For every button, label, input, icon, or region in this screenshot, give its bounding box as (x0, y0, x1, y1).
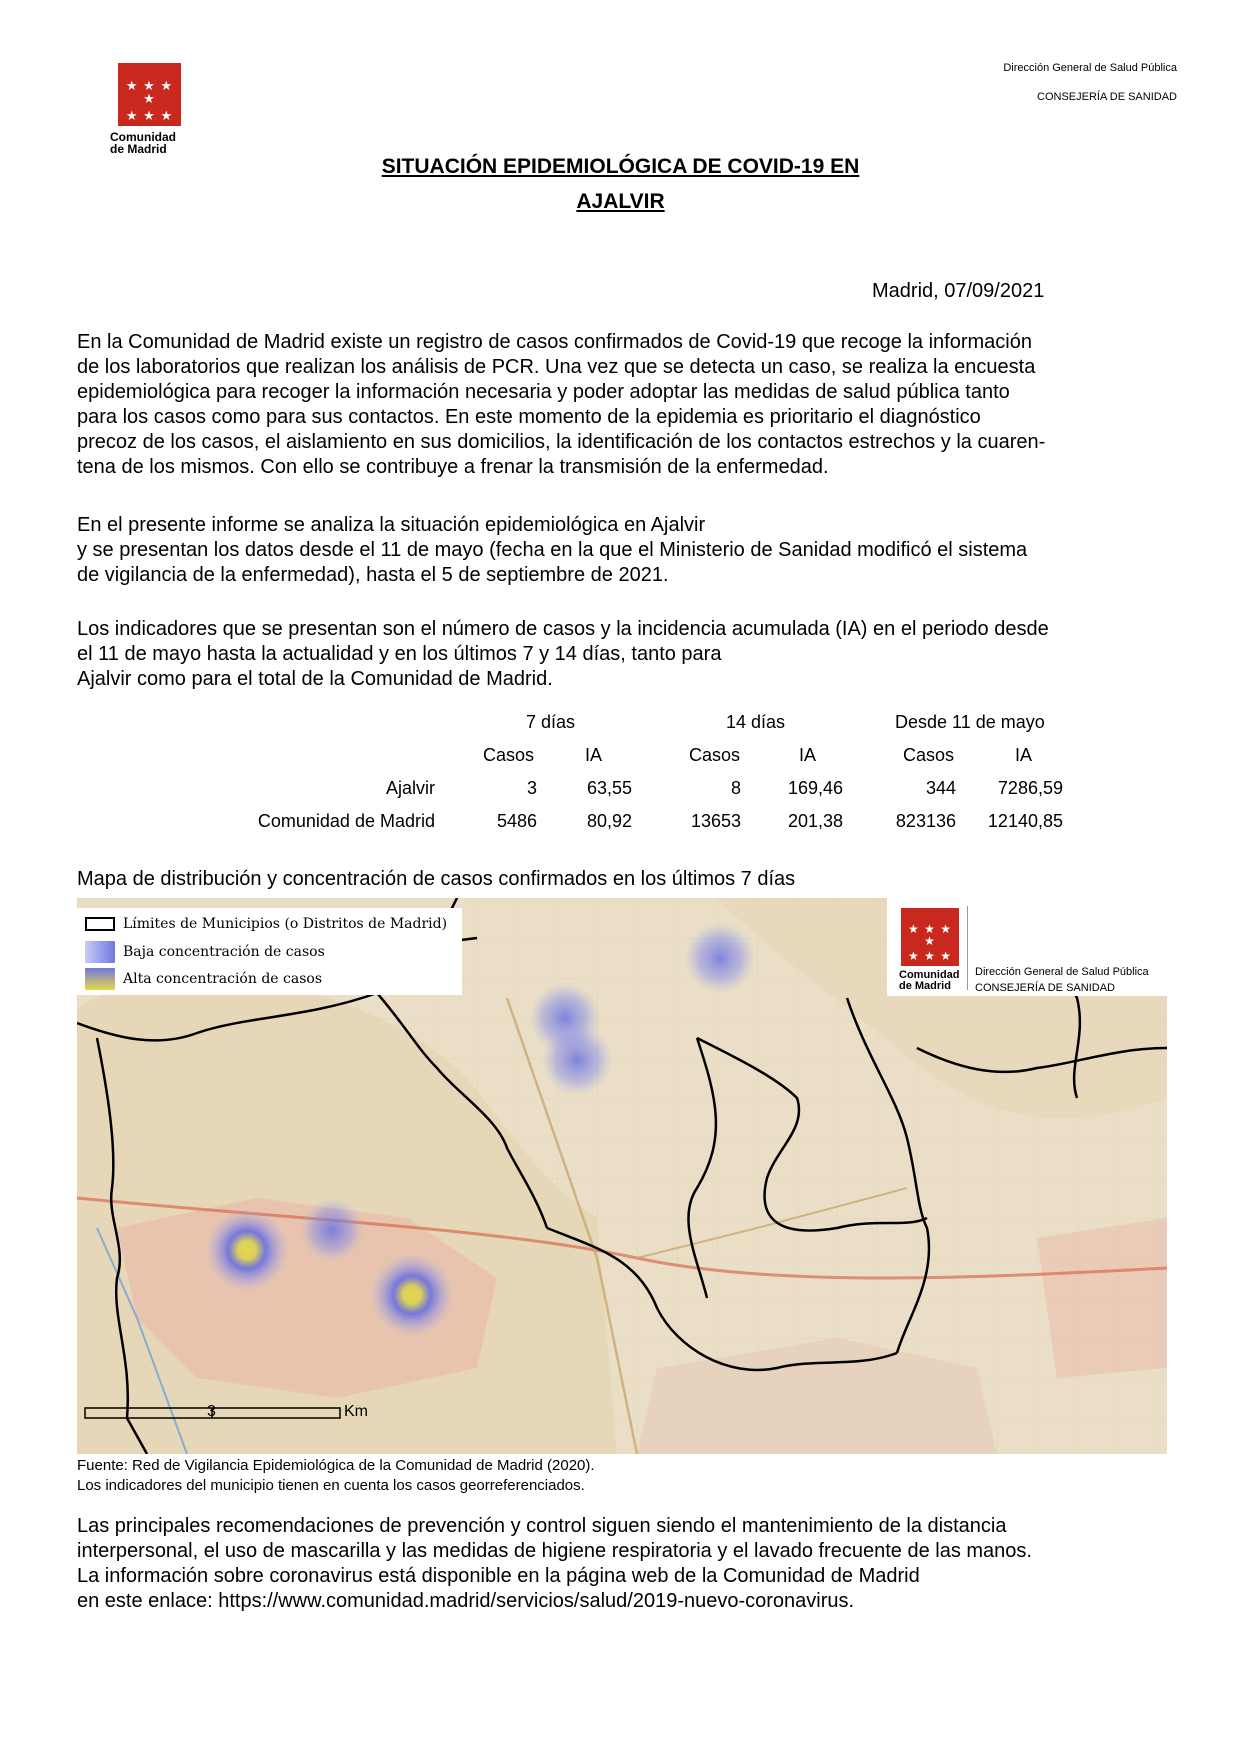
case-distribution-map (77, 898, 1167, 1454)
table-cell: 7286,59 (997, 778, 1063, 798)
paragraph-line: de vigilancia de la enfermedad), hasta el 5 de septiembre de 2021. (77, 564, 669, 586)
logo-text-line2: de Madrid (110, 142, 167, 156)
table-cell: 12140,85 (987, 811, 1063, 831)
table-cell: 201,38 (787, 811, 843, 831)
low-concentration-swatch-icon (85, 941, 115, 963)
map-logo-dept-line2: CONSEJERÍA DE SANIDAD (975, 982, 1115, 994)
scale-unit: Km (344, 1403, 368, 1420)
table-row-label: Comunidad de Madrid (257, 811, 435, 831)
map-logo-flag (901, 908, 959, 966)
paragraph-line: En la Comunidad de Madrid existe un registro de casos confirmados de Covid-19 que recoge la información (77, 331, 1032, 353)
paragraph-line: para los casos como para sus contactos. En este momento de la epidemia es prioritario el diagnóstico (77, 406, 981, 428)
page-title-line2: AJALVIR (576, 190, 665, 213)
map-logo-text-line2: de Madrid (899, 980, 951, 992)
paragraph-line: En el presente informe se analiza la situación epidemiológica en Ajalvir (77, 514, 706, 536)
paragraph-line: Las principales recomendaciones de prevención y control siguen siendo el mantenimiento de la distancia (77, 1515, 1007, 1537)
table-row-label: Ajalvir (385, 778, 435, 798)
logo-text-line1: Comunidad (110, 130, 176, 144)
table-cell: 3 (526, 778, 537, 798)
paragraph-line: La información sobre coronavirus está disponible en la página web de la Comunidad de Madrid (77, 1565, 920, 1587)
paragraph-line: interpersonal, el uso de mascarilla y las medidas de higiene respiratoria y el lavado frecuente de las manos. (77, 1540, 1032, 1562)
logo-stars-row1: ★ ★ ★ ★ (125, 78, 174, 106)
paragraph-line: y se presentan los datos desde el 11 de mayo (fecha en la que el Ministerio de Sanidad modificó el sistema (77, 539, 1028, 561)
map-caption: Mapa de distribución y concentración de casos confirmados en los últimos 7 días (77, 868, 796, 890)
table-cell: 80,92 (586, 811, 632, 831)
ministry-name: CONSEJERÍA DE SANIDAD (1037, 91, 1177, 103)
table-cell: 169,46 (787, 778, 843, 798)
map-logo-text (899, 970, 960, 992)
recommendations-paragraph (77, 1514, 1187, 1614)
report-date: Madrid, 07/09/2021 (872, 280, 1045, 302)
table-group-header: 14 días (726, 712, 786, 732)
table-sub-header: IA (799, 745, 817, 765)
map-logo-block (887, 898, 1167, 996)
table-cell: 63,55 (586, 778, 632, 798)
paragraph-line: precoz de los casos, el aislamiento en sus domicilios, la identificación de los contactos estrechos y la cuaren- (77, 431, 1046, 453)
map-logo-text-line1: Comunidad (899, 969, 960, 981)
scale-number: 3 (207, 1403, 216, 1420)
paragraph-line: tena de los mismos. Con ello se contribuye a frenar la transmisión de la enfermedad. (77, 456, 829, 478)
paragraph-line: el 11 de mayo hasta la actualidad y en los últimos 7 y 14 días, tanto para (77, 643, 722, 665)
table-sub-header: IA (585, 745, 603, 765)
high-concentration-swatch-icon (85, 968, 115, 990)
table-group-header: 7 días (526, 712, 576, 732)
table-sub-header: Casos (483, 745, 535, 765)
legend-label: Límites de Municipios (o Distritos de Madrid) (123, 916, 448, 932)
map-logo-dept (975, 964, 1149, 996)
logo-text (110, 131, 176, 155)
map-logo-stars-row2: ★ ★ ★ (908, 949, 952, 963)
legend-item-low (85, 941, 325, 963)
footnote-line: Los indicadores del municipio tienen en cuenta los casos georreferenciados. (77, 1477, 585, 1494)
paragraph-line: epidemiológica para recoger la información necesaria y poder adoptar las medidas de salud pública tanto (77, 381, 1010, 403)
paragraph-line: de los laboratorios que realizan los análisis de PCR. Una vez que se detecta un caso, se realiza la encuesta (77, 356, 1036, 378)
table-sub-header: Casos (689, 745, 741, 765)
footnote-line: Fuente: Red de Vigilancia Epidemiológica de la Comunidad de Madrid (2020). (77, 1457, 595, 1474)
legend-item-high (85, 968, 322, 990)
paragraph-line: Los indicadores que se presentan son el número de casos y la incidencia acumulada (IA) en el periodo desde (77, 618, 1049, 640)
table-group-header: Desde 11 de mayo (895, 712, 1045, 732)
department-name: Dirección General de Salud Pública (1003, 62, 1177, 74)
legend-item-boundaries (85, 916, 447, 932)
table-cell: 8 (730, 778, 741, 798)
table-cell: 13653 (690, 811, 741, 831)
map-logo-stars-row1: ★ ★ ★ ★ (908, 922, 952, 948)
source-footnote (77, 1456, 595, 1496)
legend-label: Baja concentración de casos (123, 944, 325, 960)
table-cell: 344 (925, 778, 956, 798)
map-legend (77, 908, 462, 995)
paragraph-line: en este enlace: https://www.comunidad.madrid/servicios/salud/2019-nuevo-coronavirus. (77, 1590, 855, 1612)
intro-paragraph (77, 330, 1187, 480)
table-sub-header: Casos (903, 745, 955, 765)
page-title-line1: SITUACIÓN EPIDEMIOLÓGICA DE COVID-19 EN (381, 155, 860, 178)
table-cell: 5486 (496, 811, 537, 831)
legend-label: Alta concentración de casos (123, 971, 323, 987)
indicators-paragraph (77, 617, 1187, 692)
map-logo-divider (967, 906, 968, 990)
table-cell: 823136 (895, 811, 956, 831)
scope-paragraph (77, 513, 1187, 588)
comunidad-madrid-logo (118, 63, 181, 126)
map-logo-dept-line1: Dirección General de Salud Pública (975, 966, 1149, 978)
paragraph-line: Ajalvir como para el total de la Comunidad de Madrid. (77, 668, 553, 690)
table-sub-header: IA (1015, 745, 1033, 765)
logo-stars-row2: ★ ★ ★ (125, 108, 174, 123)
boundary-swatch-icon (85, 917, 115, 931)
